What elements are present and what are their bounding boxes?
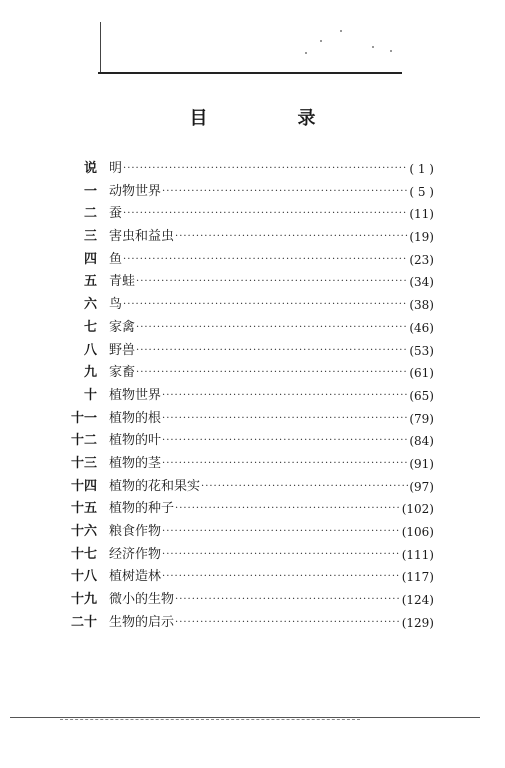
toc-leader-dots [162, 453, 408, 476]
toc-page-number: (53) [409, 343, 434, 358]
toc-page-number: (117) [401, 570, 434, 585]
scan-speckle [390, 50, 392, 52]
toc-entry[interactable] [64, 181, 434, 204]
toc-leader-dots [175, 498, 401, 521]
toc-chapter-title: 经济作物 [109, 546, 162, 562]
toc-entry[interactable] [64, 249, 434, 272]
toc-entry[interactable] [64, 271, 434, 294]
toc-entry[interactable] [64, 498, 434, 521]
toc-leader-dots [175, 612, 401, 635]
toc-chapter-number: 七 [83, 319, 97, 335]
toc-page-number: (11) [409, 207, 434, 222]
toc-chapter-number: 六 [83, 297, 97, 313]
toc-page-number: ( 5 ) [409, 184, 434, 199]
toc-chapter-number: 五 [83, 274, 97, 290]
scan-speckle [305, 52, 307, 54]
toc-chapter-title: 粮食作物 [109, 524, 162, 539]
toc-page-number: (19) [409, 230, 434, 245]
toc-leader-dots [123, 158, 408, 181]
toc-chapter-title: 明 [109, 161, 123, 176]
toc-leader-dots [123, 203, 408, 226]
toc-leader-dots [162, 408, 408, 431]
toc-entry[interactable] [64, 226, 434, 249]
toc-leader-dots [162, 566, 401, 589]
toc-chapter-title: 害虫和益虫 [109, 229, 175, 245]
toc-chapter-number: 一 [83, 183, 97, 199]
scan-speckle [320, 40, 322, 42]
toc-chapter-title: 鱼 [109, 251, 123, 267]
toc-chapter-number: 十八 [70, 569, 97, 585]
toc-chapter-title: 植树造林 [109, 569, 162, 585]
toc-chapter-title: 微小的生物 [109, 592, 175, 608]
toc-chapter-number: 十 [83, 387, 97, 403]
toc-chapter-title: 鸟 [109, 297, 123, 313]
toc-chapter-number: 十三 [70, 455, 97, 471]
toc-page-number: (46) [409, 320, 434, 335]
toc-chapter-title: 生物的启示 [109, 614, 175, 630]
toc-chapter-title: 植物的种子 [109, 501, 175, 517]
toc-page-number: (61) [409, 366, 434, 381]
header-rule [98, 72, 402, 74]
toc-entry[interactable] [64, 612, 434, 635]
page-title: 目 录 [189, 108, 352, 129]
toc-chapter-number: 九 [83, 365, 97, 381]
toc-page-number: (79) [409, 411, 434, 426]
toc-chapter-number: 十五 [70, 501, 97, 517]
toc-chapter-title: 植物的茎 [109, 455, 162, 471]
toc-chapter-title: 青蛙 [109, 274, 136, 290]
toc-page-number: ( 1 ) [409, 162, 434, 176]
toc-page-number: (91) [409, 456, 434, 471]
toc-leader-dots [123, 249, 408, 272]
toc-leader-dots [162, 430, 408, 453]
toc-leader-dots [136, 317, 408, 340]
scan-margin-mark [100, 22, 101, 72]
toc-chapter-title: 家禽 [109, 319, 136, 335]
toc-page-number: (97) [409, 479, 434, 494]
toc-leader-dots [201, 476, 408, 499]
toc-entry[interactable] [64, 430, 434, 453]
scan-speckle [340, 30, 342, 32]
toc-chapter-title: 家畜 [109, 365, 136, 381]
toc-entry[interactable] [64, 408, 434, 431]
toc-chapter-title: 植物的根 [109, 410, 162, 426]
toc-leader-dots [136, 362, 408, 385]
toc-chapter-number: 八 [83, 342, 97, 358]
toc-entry[interactable] [64, 294, 434, 317]
toc-entry[interactable] [64, 544, 434, 567]
toc-page-number: (106) [401, 525, 434, 539]
toc-entry[interactable] [64, 453, 434, 476]
toc-page-number: (65) [409, 388, 434, 403]
toc-entry[interactable] [64, 589, 434, 612]
toc-page-number: (38) [409, 298, 434, 313]
toc-chapter-title: 野兽 [109, 342, 136, 358]
toc-entry[interactable] [64, 158, 434, 181]
scan-speckle [372, 46, 374, 48]
toc-page-number: (111) [401, 547, 434, 562]
toc-chapter-number: 二十 [70, 614, 97, 630]
toc-chapter-number: 三 [83, 229, 97, 245]
toc-leader-dots [162, 544, 401, 567]
toc-chapter-number: 十七 [70, 546, 97, 562]
toc-chapter-title: 动物世界 [109, 183, 162, 199]
toc-chapter-title: 蚕 [109, 206, 123, 222]
toc-chapter-number: 十四 [70, 478, 97, 494]
toc-entry[interactable] [64, 203, 434, 226]
toc-chapter-title: 植物的叶 [109, 433, 162, 449]
toc-entry[interactable] [64, 566, 434, 589]
toc-entry[interactable] [64, 317, 434, 340]
toc-leader-dots [175, 226, 408, 249]
toc-entry[interactable] [64, 362, 434, 385]
toc-entry[interactable] [64, 521, 434, 544]
footer-rule [10, 717, 480, 718]
toc-chapter-number: 十一 [70, 410, 97, 426]
toc-entry[interactable] [64, 385, 434, 408]
toc-page-number: (34) [409, 275, 434, 290]
toc-chapter-number: 四 [83, 251, 97, 267]
toc-leader-dots [162, 521, 401, 544]
toc-chapter-number: 二 [83, 206, 97, 222]
toc-leader-dots [162, 385, 408, 408]
toc-leader-dots [123, 294, 408, 317]
toc-leader-dots [136, 340, 408, 363]
toc-chapter-title: 植物世界 [109, 387, 162, 403]
toc-chapter-title: 植物的花和果实 [109, 478, 201, 494]
toc-page-number: (23) [409, 252, 434, 267]
toc-chapter-number: 十二 [70, 433, 97, 449]
toc-chapter-number: 说 [83, 161, 97, 176]
toc-leader-dots [136, 271, 408, 294]
table-of-contents [64, 158, 434, 634]
toc-page-number: (129) [401, 615, 434, 630]
toc-entry[interactable] [64, 476, 434, 499]
toc-page-number: (84) [409, 434, 434, 449]
toc-leader-dots [162, 181, 408, 204]
toc-page-number: (102) [401, 502, 434, 517]
toc-chapter-number: 十九 [70, 592, 97, 608]
footer-rule-faint [60, 719, 360, 720]
toc-page-number: (124) [401, 593, 434, 608]
toc-leader-dots [175, 589, 401, 612]
toc-entry[interactable] [64, 340, 434, 363]
toc-chapter-number: 十六 [70, 524, 97, 539]
